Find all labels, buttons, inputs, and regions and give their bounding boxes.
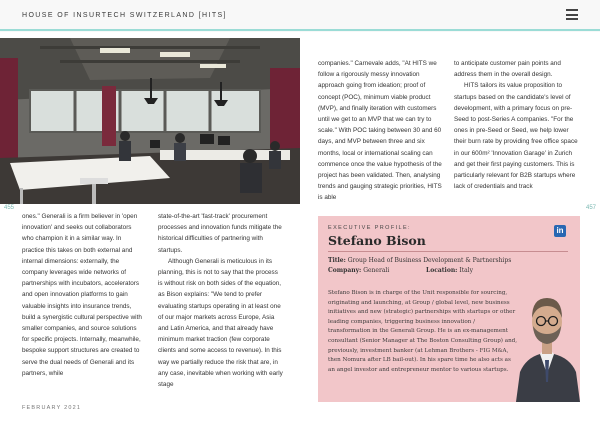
article-column-4 (454, 58, 582, 192)
page-number-left: 455 (4, 205, 15, 211)
top-bar (0, 0, 600, 32)
column-2-paragraph-1: state-of-the-art 'fast-track' procurement processes and innovation funds mitigate the historical difficulties of partnering with startups. (158, 213, 282, 254)
article-column-1 (22, 211, 144, 379)
company-label: Company: (328, 267, 362, 274)
profile-title-row (328, 257, 511, 264)
column-2-paragraph-2: Although Generali is meticulous in its planning, this is not to say that the process is without risk on both sides of the equation, as Bison explains: "We tend to prefer evaluating startups operating in at least one of our major markets across Europe, Asia and Latin America, and that already have minimum market traction (few corporate clients and some access to revenue). In this way we partially reduce the risk that are, in any case, inevitable when working with early stage (158, 257, 283, 389)
column-4-paragraph-1: to anticipate customer pain points and address them in the overall design. (454, 60, 561, 79)
executive-profile-box (318, 216, 580, 402)
page-number-right: 457 (586, 205, 597, 211)
title-value: Group Head of Business Development & Partnerships (347, 257, 512, 264)
column-3-text: companies." Carnevale adds, "At HITS we follow a rigorously messy innovation approach going from ideation; proof of concept (POC), minimum viable product (MVP), and finally iteration with customers until we get to an MVP that we can try to scale." With POC taking between 30 and 60 days, and MVP between three and six months, local or international scaling can commence once the value hypothesis of the project has been validated. Then, analysing trends and gauging strategic priorities, HITS is able (318, 60, 442, 202)
profile-location-row (426, 267, 473, 274)
brand-title: HOUSE OF INSURTECH SWITZERLAND [HITS] (22, 12, 227, 19)
profile-company-row (328, 267, 389, 274)
column-1-text: ones." Generali is a firm believer in 'open innovation' and seeks out collaborators who champion it in a similar way. In practice this takes on both external and internal dimensions: externally, the company leverages wide networks of partnerships with incubators, accelerators and open innovation platforms to gain valuable insights into insurance trends, build a synergistic cultural perspective with smaller companies, and source solutions for specific projects. Internally, meanwhile, bespoke support structures are created to serve the dual needs of Generali and its partners, while (22, 213, 142, 377)
article-column-3 (318, 58, 446, 204)
profile-divider (328, 251, 568, 252)
location-label: Location: (426, 267, 458, 274)
hamburger-menu-icon[interactable] (566, 9, 578, 20)
header-divider (0, 29, 600, 31)
linkedin-icon[interactable]: in (554, 225, 566, 237)
column-4-paragraph-2: HITS tailors its value proposition to startups based on the candidate's level of development, with a primary focus on pre-Seed to post-Series A companies. "For the ones in pre-Seed or Seed, we help lower their burn rate by providing free office space in our 600m² 'Innovation Garage' in Zurich and get their first paying customers. This is particularly relevant for B2B startups where lack of credentials and track (454, 82, 578, 191)
profile-name: Stefano Bison (328, 233, 426, 248)
portrait-photo-icon (514, 276, 580, 402)
office-photo-icon (0, 38, 300, 204)
article-column-2 (158, 211, 284, 390)
profile-bio: Stefano Bison is in charge of the Unit responsible for sourcing, originating and launching, at Group / global level, new business initiatives and new (strategic) partnerships with startups or other leading companies, triggering business innovation / transformation in the Generali Group. He is an ex-management consultant (Senior Manager at The Boston Consulting Group) and, previously, investment banker (at Lehman Brothers - FIG M&A, then Nomura after LB bail-out). In his spare time he also acts as an angel investor and entrepreneur mentor to various startups. (328, 290, 518, 373)
location-value: Italy (459, 267, 473, 274)
title-label: Title: (328, 257, 346, 264)
profile-label: EXECUTIVE PROFILE: (328, 225, 411, 231)
office-photo (0, 38, 300, 204)
company-value: Generali (363, 267, 390, 274)
footer-date: FEBRUARY 2021 (22, 405, 82, 411)
